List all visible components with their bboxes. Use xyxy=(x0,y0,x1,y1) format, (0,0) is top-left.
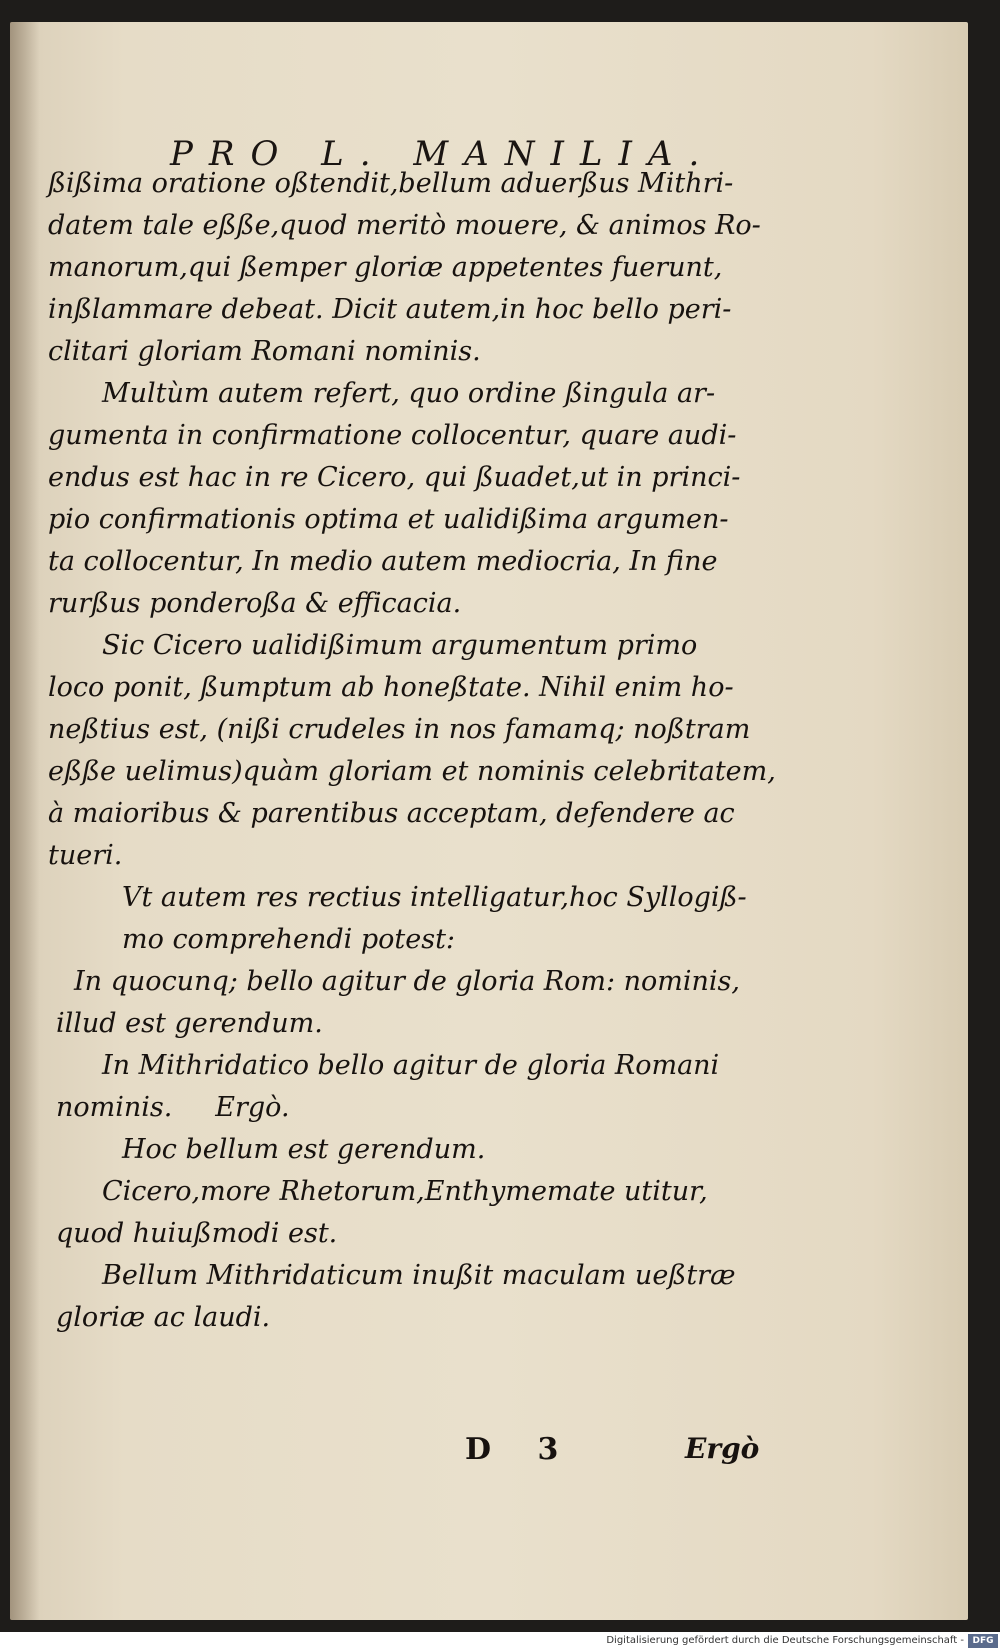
text-line: ta collocentur, In medio autem mediocria, In fine xyxy=(48,546,718,577)
book-page xyxy=(10,22,968,1620)
text-line: à maioribus & parentibus acceptam, defendere ac xyxy=(48,798,735,829)
syllogism-line: illud est gerendum. xyxy=(56,1008,323,1039)
syllogism-line: Hoc bellum est gerendum. xyxy=(122,1134,486,1165)
signature-mark: D 3 xyxy=(465,1432,559,1467)
footer-credit: Digitalisierung gefördert durch die Deutsche Forschungsgemeinschaft - xyxy=(606,1635,964,1646)
syllogism-line: In Mithridatico bello agitur de gloria Romani xyxy=(102,1050,720,1081)
text-line: manorum,qui ßemper gloriæ appetentes fuerunt, xyxy=(48,252,723,283)
running-head: PRO L. MANILIA. xyxy=(170,134,716,174)
digitization-footer xyxy=(0,1632,1000,1652)
text-line: rurßus ponderoßa & efficacia. xyxy=(48,588,462,619)
text-line: gumenta in confirmatione collocentur, quare audi- xyxy=(48,420,737,451)
text-line: Cicero,more Rhetorum,Enthymemate utitur, xyxy=(102,1176,708,1207)
text-line: pio confirmationis optima et ualidißima argumen- xyxy=(48,504,729,535)
text-line: datem tale eßße,quod meritò mouere, & animos Ro- xyxy=(48,210,761,241)
syllogism-line: In quocunq; bello agitur de gloria Rom: nominis, xyxy=(74,966,740,997)
syllogism-line: nominis. Ergò. xyxy=(56,1092,290,1123)
text-line: eßße uelimus)quàm gloriam et nominis celebritatem, xyxy=(48,756,776,787)
text-line: tueri. xyxy=(48,840,123,871)
text-line: mo comprehendi potest: xyxy=(122,924,456,955)
text-line: quod huiußmodi est. xyxy=(56,1218,338,1249)
text-line: Vt autem res rectius intelligatur,hoc Syllogiß- xyxy=(122,882,747,913)
text-line: endus est hac in re Cicero, qui ßuadet,ut in princi- xyxy=(48,462,741,493)
text-line: neßtius est, (nißi crudeles in nos famamq; noßtram xyxy=(48,714,751,745)
text-line: inßlammare debeat. Dicit autem,in hoc bello peri- xyxy=(48,294,732,325)
text-line: Multùm autem refert, quo ordine ßingula ar- xyxy=(102,378,716,409)
text-line: Sic Cicero ualidißimum argumentum primo xyxy=(102,630,698,661)
dfg-logo: DFG xyxy=(968,1634,998,1648)
catchword: Ergò xyxy=(685,1432,760,1465)
text-line: gloriæ ac laudi. xyxy=(56,1302,271,1333)
text-line: clitari gloriam Romani nominis. xyxy=(48,336,481,367)
text-line: Bellum Mithridaticum inußit maculam ueßtræ xyxy=(102,1260,736,1291)
text-line: ßißima oratione oßtendit,bellum aduerßus Mithri- xyxy=(48,168,734,199)
text-line: loco ponit, ßumptum ab honeßtate. Nihil enim ho- xyxy=(48,672,734,703)
